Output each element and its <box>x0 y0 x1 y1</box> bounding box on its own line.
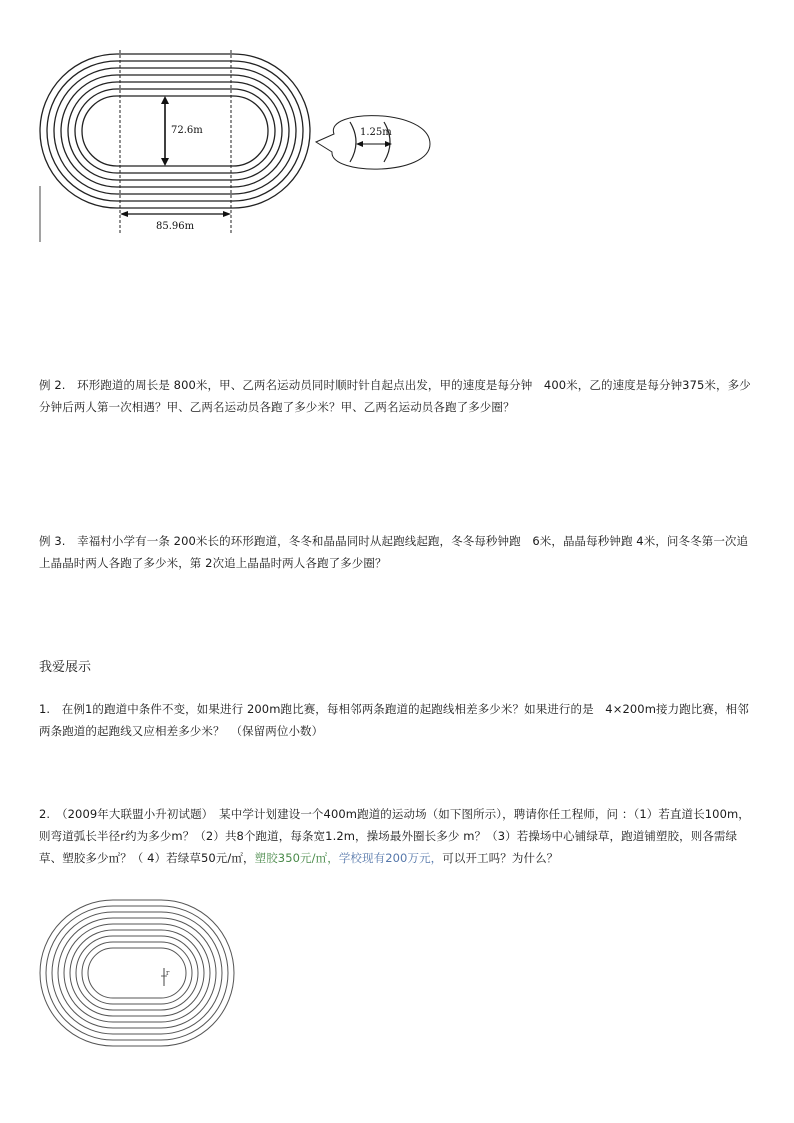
track-diagram-8-lanes <box>38 898 238 1048</box>
arrowhead-right-icon <box>223 211 231 217</box>
problem-2-text-a: 2. （2009年大联盟小升初试题） 某中学计划建设一个400m跑道的运动场（如下图所示），聘请你任工程师，问 ：（1）若直道长100m，则弯道弧长半径r约为多少m？（2）共8个跑道，每条宽1.2m，操场最外圈长多少 m？（3）若操场中心铺绿草，跑道铺塑胶，则各需绿草、塑胶多少㎡？（ <box>39 807 750 865</box>
width-label: 85.96m <box>156 221 195 232</box>
lane-width-callout <box>316 116 430 170</box>
problem-1-text: 1. 在例1的跑道中条件不变，如果进行 200m跑比赛，每相邻两条跑道的起跑线相差多少米？如果进行的是 4×200m接力跑比赛，相邻两条跑道的起跑线又应相差多少米？ （保留两位小数） <box>39 702 749 738</box>
arrowhead-down-icon <box>161 158 169 166</box>
arrowhead-left-icon <box>120 211 128 217</box>
problem-2-text-e: 可以开工吗？为什么？ <box>442 851 559 865</box>
example-2-text: 例 2. 环形跑道的周长是 800米，甲、乙两名运动员同时顺时针自起点出发，甲的速度是每分钟 400米，乙的速度是每分钟375米，多少分钟后两人第一次相遇？甲、乙两名运动员各跑了多少米？甲、乙两名运动员各跑了多少圈？ <box>39 378 751 414</box>
problem-2-text-d: 学校现有200万元， <box>338 851 443 865</box>
example-3-text: 例 3. 幸福村小学有一条 200米长的环形跑道，冬冬和晶晶同时从起跑线起跑，冬冬每秒钟跑 6米，晶晶每秒钟跑 4米，问冬冬第一次追上晶晶时两人各跑了多少米，第 2次追上晶晶时两人各跑了多少圈？ <box>39 534 749 570</box>
section-title: 我爱展示 <box>39 660 92 675</box>
track-lanes-8 <box>40 900 234 1046</box>
problem-2-text <box>39 803 759 869</box>
problem-2-text-b: 4）若绿草50元/㎡， <box>143 851 255 865</box>
lane-width-label: 1.25m <box>360 127 392 138</box>
height-label: 72.6m <box>171 125 203 136</box>
arrowhead-up-icon <box>161 96 169 104</box>
problem-2-text-c: 塑胶350元/㎡， <box>254 851 339 865</box>
radius-label: r <box>166 969 170 977</box>
track-diagram-dimensions <box>34 48 434 248</box>
